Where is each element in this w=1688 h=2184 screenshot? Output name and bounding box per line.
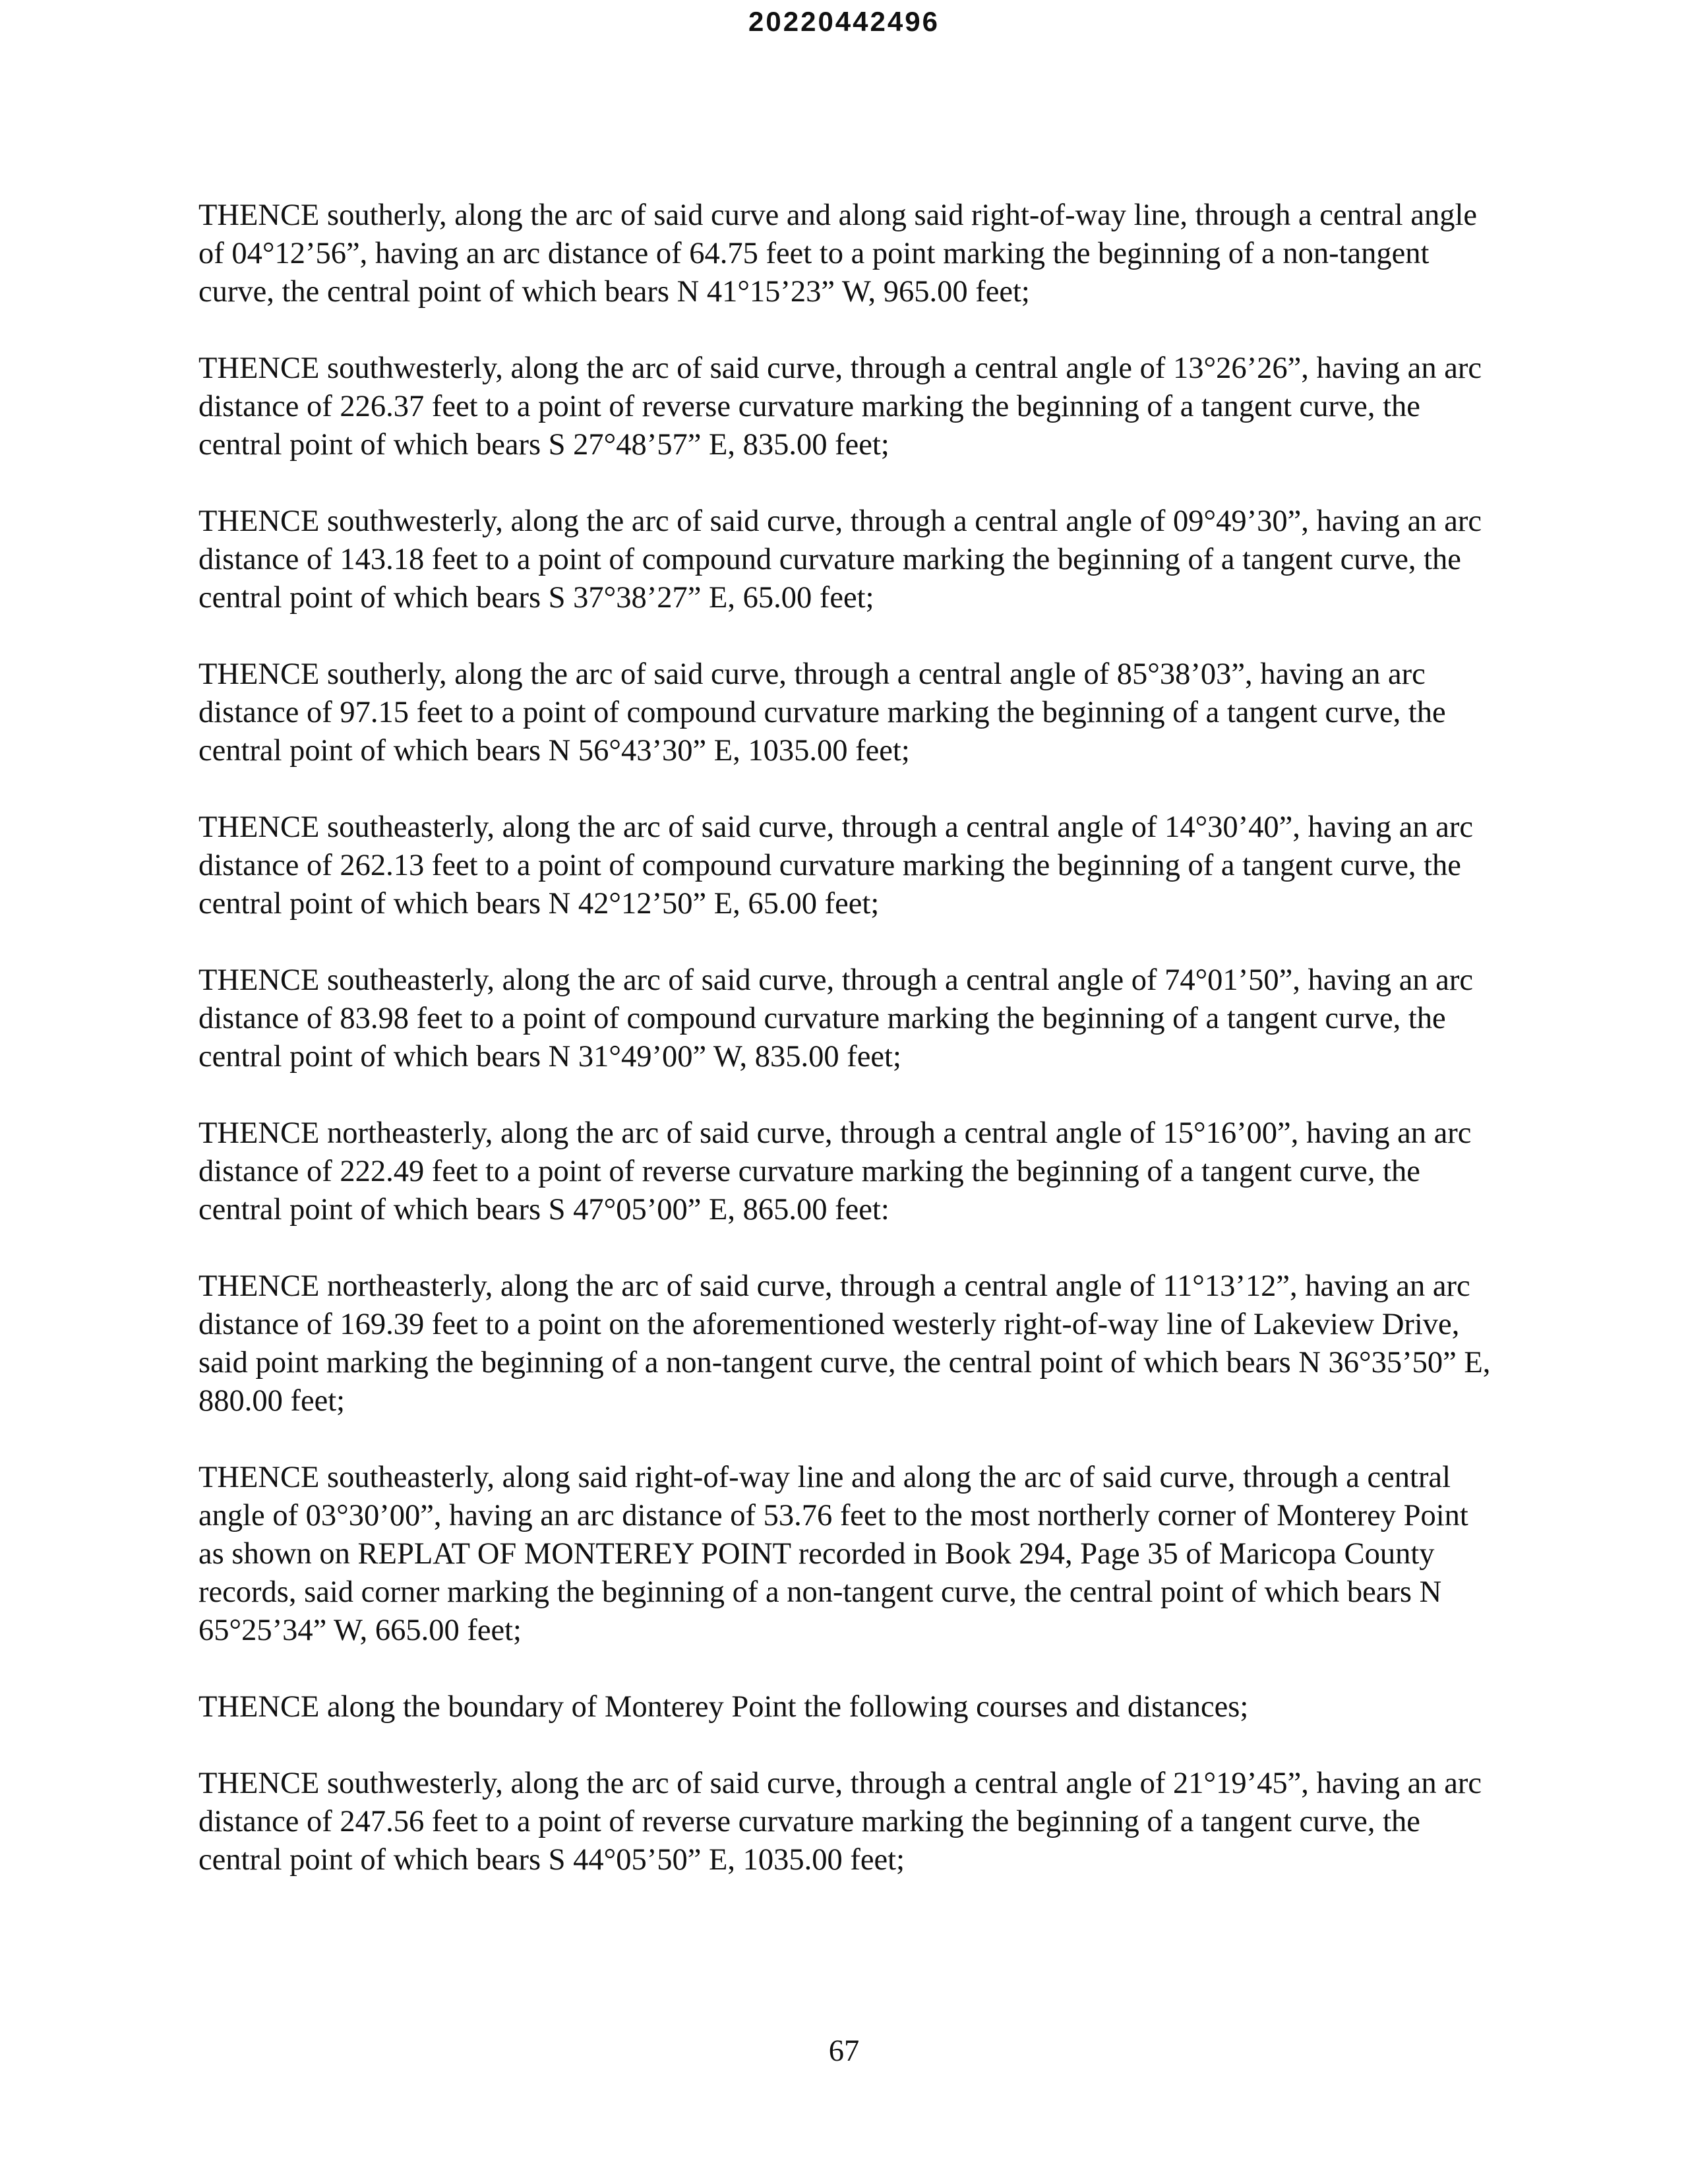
legal-description xyxy=(198,197,1501,1918)
document-number: 20220442496 xyxy=(748,6,940,37)
paragraph: THENCE southwesterly, along the arc of said curve, through a central angle of 13°26’26”, having an arc distance of 226.37 feet to a point of reverse curvature marking the beginning of a tangent curve, the central point of which bears S 27°48’57” E, 835.00 feet; xyxy=(198,351,1482,462)
page-number: 67 xyxy=(828,2034,860,2068)
paragraph: THENCE southwesterly, along the arc of said curve, through a central angle of 21°19’45”, having an arc distance of 247.56 feet to a point of reverse curvature marking the beginning of a tangent curve, the central point of which bears S 44°05’50” E, 1035.00 feet; xyxy=(198,1767,1482,1877)
paragraph: THENCE southwesterly, along the arc of said curve, through a central angle of 09°49’30”, having an arc distance of 143.18 feet to a point of compound curvature marking the beginning of a tangent curve, the central point of which bears S 37°38’27” E, 65.00 feet; xyxy=(198,504,1482,615)
paragraph: THENCE northeasterly, along the arc of said curve, through a central angle of 11°13’12”, having an arc distance of 169.39 feet to a point on the aforementioned westerly right-of-way line of Lakeview Drive, said point marking the beginning of a non-tangent curve, the central point of which bears N 36°35’50” E, 880.00 feet; xyxy=(198,1269,1491,1418)
paragraph: THENCE along the boundary of Monterey Point the following courses and distances; xyxy=(198,1690,1249,1724)
paragraph: THENCE southeasterly, along said right-of-way line and along the arc of said curve, through a central angle of 03°30’00”, having an arc distance of 53.76 feet to the most northerly corner of Monterey Point as shown on REPLAT OF MONTEREY POINT recorded in Book 294, Page 35 of Maricopa County records, said corner marking the beginning of a non-tangent curve, the central point of which bears N 65°25’34” W, 665.00 feet; xyxy=(198,1461,1468,1647)
paragraph: THENCE southerly, along the arc of said curve, through a central angle of 85°38’03”, having an arc distance of 97.15 feet to a point of compound curvature marking the beginning of a tangent curve, the central point of which bears N 56°43’30” E, 1035.00 feet; xyxy=(198,657,1446,768)
paragraph: THENCE northeasterly, along the arc of said curve, through a central angle of 15°16’00”, having an arc distance of 222.49 feet to a point of reverse curvature marking the beginning of a tangent curve, the central point of which bears S 47°05’00” E, 865.00 feet: xyxy=(198,1116,1472,1227)
paragraph: THENCE southeasterly, along the arc of said curve, through a central angle of 14°30’40”, having an arc distance of 262.13 feet to a point of compound curvature marking the beginning of a tangent curve, the central point of which bears N 42°12’50” E, 65.00 feet; xyxy=(198,810,1474,921)
paragraph: THENCE southerly, along the arc of said curve and along said right-of-way line, through a central angle of 04°12’56”, having an arc distance of 64.75 feet to a point marking the beginning of a non-tangent curve, the central point of which bears N 41°15’23” W, 965.00 feet; xyxy=(198,198,1478,309)
paragraph: THENCE southeasterly, along the arc of said curve, through a central angle of 74°01’50”, having an arc distance of 83.98 feet to a point of compound curvature marking the beginning of a tangent curve, the central point of which bears N 31°49’00” W, 835.00 feet; xyxy=(198,963,1474,1074)
